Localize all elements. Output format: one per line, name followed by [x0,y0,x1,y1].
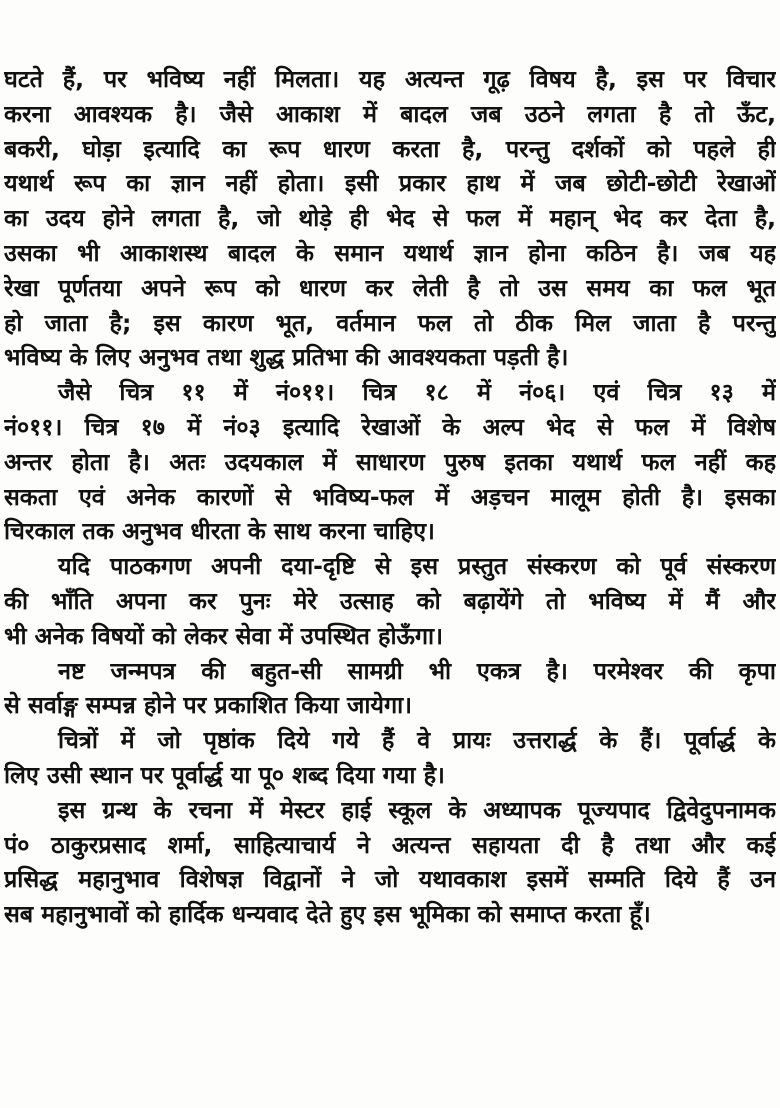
text-line: जैसे चित्र ११ में नं०११। चित्र १८ में नं०६। एवं चित्र १३ में [58,378,776,407]
text-line: यथार्थ रूप का ज्ञान नहीं होता। इसी प्रकार हाथ में जब छोटी-छोटी रेखाओं [4,169,776,198]
paragraph [4,723,776,793]
text-line: रेखा पूर्णतया अपने रूप को धारण कर लेती है तो उस समय का फल भूत [4,273,776,302]
text-line: यदि पाठकगण अपनी दया-दृष्टि से इस प्रस्तुत संस्करण को पूर्व संस्करण [58,552,776,581]
body-text [4,62,776,932]
paragraph [4,62,776,375]
text-line: सकता एवं अनेक कारणों से भविष्य-फल में अड़चन मालूम होती है। इसका [4,482,776,511]
text-line: की भाँति अपना कर पुनः मेरे उत्साह को बढ़ायेंगे तो भविष्य में मैं और [4,586,776,615]
text-line: भी अनेक विषयों को लेकर सेवा में उपस्थित होऊँगा। [4,621,443,650]
text-line: से सर्वाङ्ग सम्पन्न होने पर प्रकाशित किया जायेगा। [4,691,413,720]
text-line: प्रसिद्ध महानुभाव विशेषज्ञ विद्वानों ने जो यथावकाश इसमें सम्मति दिये हैं उन [4,865,776,894]
text-line: भविष्य के लिए अनुभव तथा शुद्ध प्रतिभा की आवश्यकता पड़ती है। [4,343,569,372]
text-line: हो जाता है; इस कारण भूत, वर्तमान फल तो ठीक मिल जाता है परन्तु [4,308,776,337]
text-line: चित्रों में जो पृष्ठांक दिये गये हैं वे प्रायः उत्तरार्द्ध के हैं। पूर्वार्द्ध के [58,726,776,755]
text-line: नं०११। चित्र १७ में नं०३ इत्यादि रेखाओं के अल्प भेद से फल में विशेष [4,412,776,441]
text-line: इस ग्रन्थ के रचना में मेस्टर हाई स्कूल के अध्यापक पूज्यपाद द्विवेदुपनामक [58,795,776,824]
text-line: सब महानुभावों को हार्दिक धन्यवाद देते हुए इस भूमिका को समाप्त करता हूँ। [4,900,651,929]
text-line: उसका भी आकाशस्थ बादल के समान यथार्थ ज्ञान होना कठिन है। जब यह [4,238,776,267]
paragraph [4,375,776,549]
text-line: करना आवश्यक है। जैसे आकाश में बादल जब उठने लगता है तो ऊँट, [4,99,776,128]
paragraph [4,549,776,653]
text-line: घटते हैं, पर भविष्य नहीं मिलता। यह अत्यन्त गूढ़ विषय है, इस पर विचार [4,65,776,93]
text-line: बकरी, घोड़ा इत्यादि का रूप धारण करता है, परन्तु दर्शकों को पहले ही [4,134,776,163]
paragraph [4,654,776,724]
text-line: नष्ट जन्मपत्र की बहुत-सी सामग्री भी एकत्र है। परमेश्वर की कृपा [58,656,776,685]
text-line: चिरकाल तक अनुभव धीरता के साथ करना चाहिए। [4,517,435,546]
text-line: पं० ठाकुरप्रसाद शर्मा, साहित्याचार्य ने अत्यन्त सहायता दी है तथा और कई [4,830,776,859]
text-line: लिए उसी स्थान पर पूर्वार्द्ध या पू० शब्द दिया गया है। [4,760,445,789]
text-line: का उदय होने लगता है, जो थोड़े ही भेद से फल में महान् भेद कर देता है, [4,204,776,233]
text-line: अन्तर होता है। अतः उदयकाल में साधारण पुरुष इतका यथार्थ फल नहीं कह [4,447,776,476]
paragraph [4,793,776,932]
